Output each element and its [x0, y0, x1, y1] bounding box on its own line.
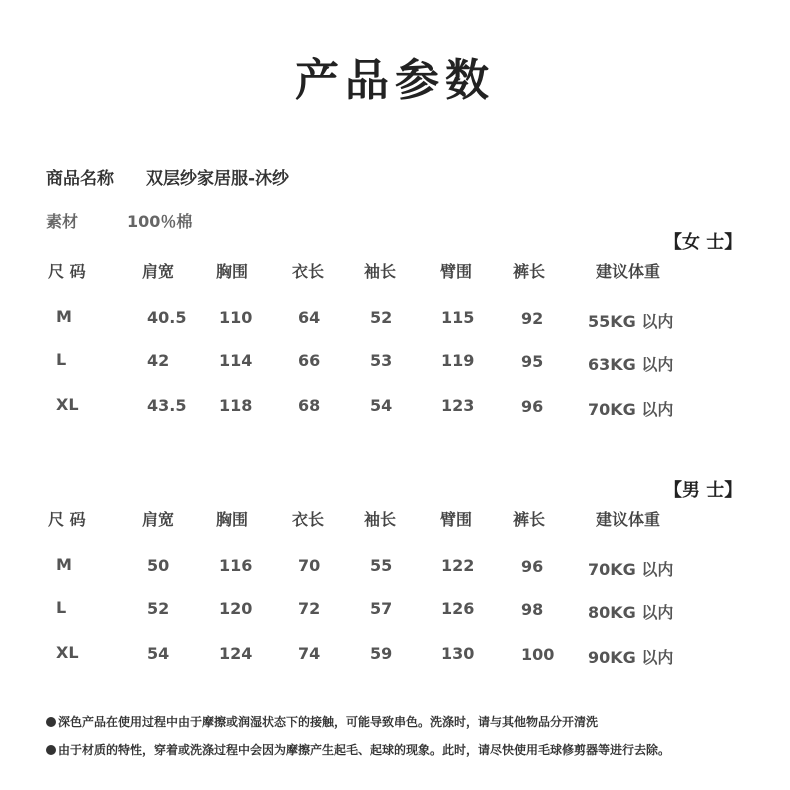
cell-length: 70 [298, 556, 321, 575]
cell-chest: 124 [219, 644, 253, 663]
header-sleeve: 袖长 [364, 262, 397, 281]
care-note-2-text: 由于材质的特性，穿着或洗涤过程中会因为摩擦产生起毛、起球的现象。此时，请尽快使用毛球修剪器等进行去除。 [58, 743, 671, 757]
header-length: 衣长 [292, 510, 325, 529]
care-note-2 [46, 741, 670, 758]
header-arm: 臂围 [440, 510, 473, 529]
header-shoulder: 肩宽 [142, 510, 175, 529]
care-note-1 [46, 713, 598, 730]
cell-length: 72 [298, 599, 321, 618]
cell-pants: 98 [521, 600, 544, 619]
cell-size: M [56, 555, 72, 574]
bullet-icon [46, 745, 56, 755]
material-label: 素材 [46, 212, 79, 231]
cell-sleeve: 54 [370, 396, 393, 415]
header-size: 尺 码 [48, 262, 86, 281]
cell-arm: 123 [441, 396, 475, 415]
header-length: 衣长 [292, 262, 325, 281]
cell-weight: 70KG 以内 [588, 400, 674, 419]
cell-length: 68 [298, 396, 321, 415]
cell-pants: 100 [521, 645, 555, 664]
cell-sleeve: 52 [370, 308, 393, 327]
cell-shoulder: 54 [147, 644, 170, 663]
cell-chest: 118 [219, 396, 253, 415]
cell-size: L [56, 350, 67, 369]
cell-arm: 119 [441, 351, 475, 370]
cell-size: XL [56, 643, 79, 662]
cell-length: 74 [298, 644, 321, 663]
cell-pants: 92 [521, 309, 544, 328]
cell-pants: 96 [521, 557, 544, 576]
cell-shoulder: 40.5 [147, 308, 187, 327]
page-title: 产品参数 [295, 55, 495, 106]
cell-size: L [56, 598, 67, 617]
header-sleeve: 袖长 [364, 510, 397, 529]
cell-shoulder: 50 [147, 556, 170, 575]
cell-weight: 70KG 以内 [588, 560, 674, 579]
cell-shoulder: 42 [147, 351, 170, 370]
cell-arm: 126 [441, 599, 475, 618]
cell-chest: 110 [219, 308, 253, 327]
product-name-value: 双层纱家居服-沐纱 [146, 169, 290, 189]
cell-length: 66 [298, 351, 321, 370]
cell-weight: 55KG 以内 [588, 312, 674, 331]
cell-arm: 122 [441, 556, 475, 575]
cell-arm: 130 [441, 644, 475, 663]
header-weight: 建议体重 [596, 510, 661, 529]
bullet-icon [46, 717, 56, 727]
cell-sleeve: 57 [370, 599, 393, 618]
cell-pants: 95 [521, 352, 544, 371]
cell-weight: 80KG 以内 [588, 603, 674, 622]
cell-chest: 120 [219, 599, 253, 618]
cell-weight: 90KG 以内 [588, 648, 674, 667]
header-pants: 裤长 [513, 262, 546, 281]
women-section-title: 【女 士】 [664, 232, 743, 253]
cell-shoulder: 43.5 [147, 396, 187, 415]
cell-weight: 63KG 以内 [588, 355, 674, 374]
cell-chest: 114 [219, 351, 253, 370]
care-note-1-text: 深色产品在使用过程中由于摩擦或润湿状态下的接触，可能导致串色。洗涤时，请与其他物品分开清洗 [58, 715, 599, 729]
product-name-label: 商品名称 [46, 169, 114, 189]
header-arm: 臂围 [440, 262, 473, 281]
header-pants: 裤长 [513, 510, 546, 529]
cell-sleeve: 59 [370, 644, 393, 663]
cell-size: M [56, 307, 72, 326]
header-chest: 胸围 [216, 510, 249, 529]
material-value: 100％棉 [127, 212, 193, 231]
cell-pants: 96 [521, 397, 544, 416]
cell-length: 64 [298, 308, 321, 327]
header-weight: 建议体重 [596, 262, 661, 281]
cell-arm: 115 [441, 308, 475, 327]
header-chest: 胸围 [216, 262, 249, 281]
cell-shoulder: 52 [147, 599, 170, 618]
cell-sleeve: 53 [370, 351, 393, 370]
header-size: 尺 码 [48, 510, 86, 529]
cell-size: XL [56, 395, 79, 414]
cell-sleeve: 55 [370, 556, 393, 575]
men-section-title: 【男 士】 [664, 480, 743, 501]
header-shoulder: 肩宽 [142, 262, 175, 281]
cell-chest: 116 [219, 556, 253, 575]
